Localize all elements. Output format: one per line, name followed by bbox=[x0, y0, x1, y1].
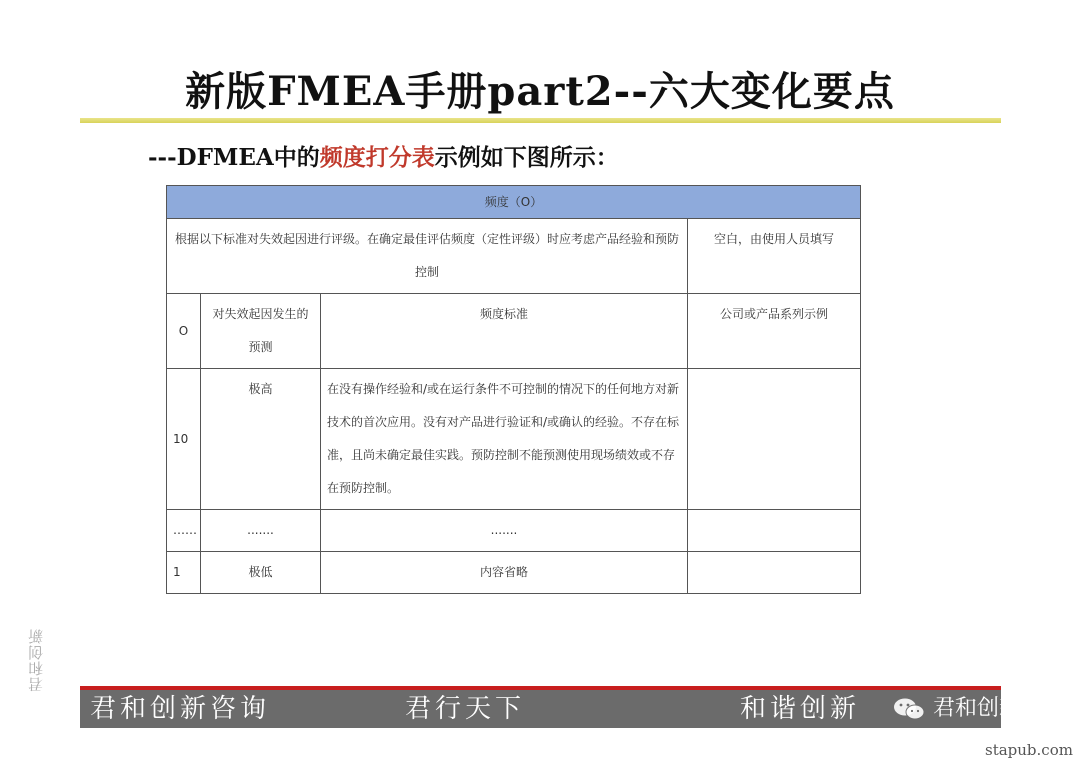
row-criteria: ....... bbox=[321, 510, 688, 552]
footer-left: 君和创新咨询 bbox=[90, 694, 271, 724]
row-prediction: 极低 bbox=[201, 552, 321, 594]
slide-subtitle bbox=[148, 139, 619, 172]
table-row bbox=[167, 552, 861, 594]
footer-center: 君行天下 bbox=[405, 694, 526, 724]
table-row bbox=[167, 510, 861, 552]
subtitle-highlight: 频度打分表 bbox=[319, 144, 435, 171]
wechat-name: 君和创新 bbox=[933, 696, 1022, 721]
subtitle-suffix: 示例如下图所示： bbox=[434, 144, 619, 171]
title-underline bbox=[80, 118, 1001, 123]
slide-title: 新版FMEA手册part2--六大变化要点 bbox=[185, 68, 895, 115]
row-criteria: 在没有操作经验和/或在运行条件不可控制的情况下的任何地方对新技术的首次应用。没有对产品进行验证和/或确认的经验。不存在标准，且尚未确定最佳实践。预防控制不能预测使用现场绩效或不存在预防控制。 bbox=[321, 369, 688, 510]
row-o: 10 bbox=[167, 369, 201, 510]
footer-bar bbox=[80, 690, 1001, 728]
col-o: O bbox=[167, 294, 201, 369]
side-watermark: 君和创新 bbox=[27, 628, 45, 692]
row-o: …… bbox=[167, 510, 201, 552]
wechat-icon bbox=[892, 697, 926, 721]
row-o: 1 bbox=[167, 552, 201, 594]
table-header: 频度（O） bbox=[167, 186, 861, 219]
col-example: 公司或产品系列示例 bbox=[688, 294, 861, 369]
row-criteria: 内容省略 bbox=[321, 552, 688, 594]
row-example bbox=[688, 510, 861, 552]
column-header-row bbox=[167, 294, 861, 369]
row-prediction: 极高 bbox=[201, 369, 321, 510]
wechat-watermark bbox=[892, 692, 1021, 726]
col-criteria: 频度标准 bbox=[321, 294, 688, 369]
criteria-row bbox=[167, 219, 861, 294]
subtitle-prefix: ---DFMEA中的 bbox=[148, 144, 320, 171]
table-header-row bbox=[167, 186, 861, 219]
frequency-rating-table bbox=[166, 185, 861, 594]
site-watermark: stapub.com bbox=[985, 741, 1073, 759]
blank-note: 空白，由使用人员填写 bbox=[688, 219, 861, 294]
row-prediction: ....... bbox=[201, 510, 321, 552]
criteria-text: 根据以下标准对失效起因进行评级。在确定最佳评估频度（定性评级）时应考虑产品经验和预防控制 bbox=[167, 219, 688, 294]
col-prediction: 对失效起因发生的预测 bbox=[201, 294, 321, 369]
footer-right: 和谐创新 bbox=[740, 694, 861, 724]
table-row bbox=[167, 369, 861, 510]
row-example bbox=[688, 369, 861, 510]
row-example bbox=[688, 552, 861, 594]
